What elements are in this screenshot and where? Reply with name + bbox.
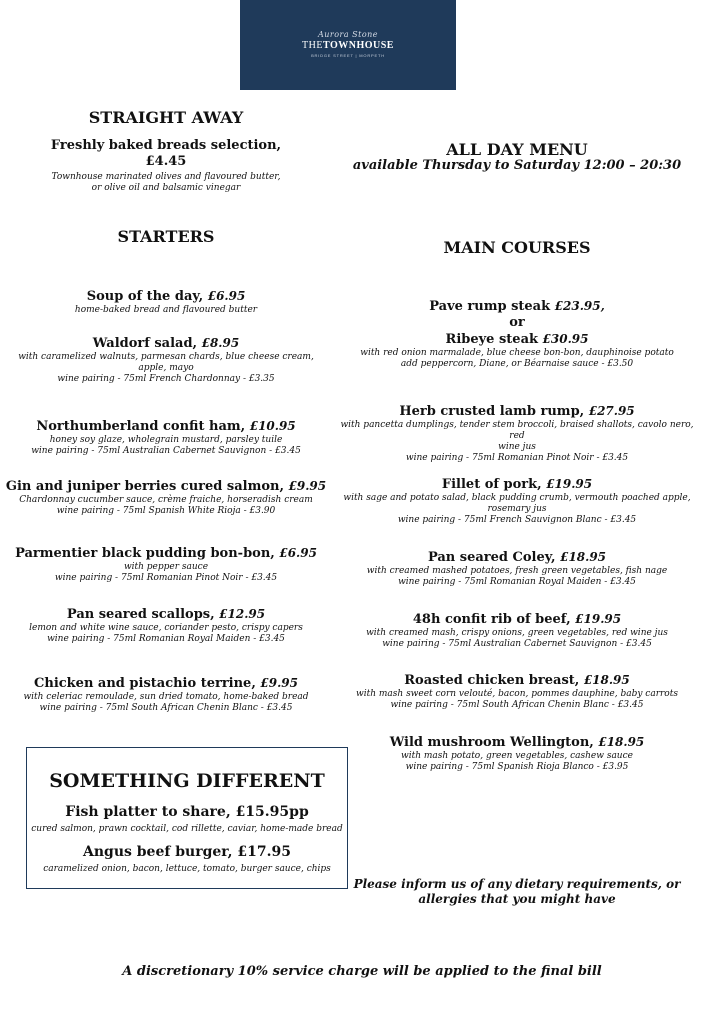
service-charge-note: A discretionary 10% service charge will be applied to the final bill [122, 964, 602, 979]
item-price: £18.95 [598, 735, 645, 749]
item-wine-pairing: wine pairing - 75ml Romanian Royal Maiden - £3.45 [398, 577, 636, 587]
item-wine-pairing: wine pairing - 75ml Australian Cabernet Sauvignon - £3.45 [31, 446, 301, 456]
item-desc: rosemary jus [487, 504, 547, 514]
main-item [332, 476, 702, 526]
item-price: £8.95 [201, 336, 240, 350]
item-price: £30.95 [542, 332, 589, 346]
item-name: Waldorf salad, [92, 336, 202, 351]
item-price: £19.95 [575, 612, 622, 626]
item-price: £9.95 [288, 479, 327, 493]
item-desc: apple, mayo [138, 363, 194, 373]
item-name: Roasted chicken breast, [404, 673, 584, 688]
steak-or: or [509, 315, 525, 330]
bread-item-desc-2: or olive oil and balsamic vinegar [91, 183, 241, 193]
item-desc: with mash potato, green vegetables, cashew sauce [401, 751, 633, 761]
item-name: Gin and juniper berries cured salmon, [5, 479, 289, 494]
fish-platter-title: Fish platter to share, £15.95pp [65, 804, 309, 820]
item-desc: Chardonnay cucumber sauce, crème fraiche, horseradish cream [19, 495, 313, 505]
starter-item [0, 606, 332, 645]
item-name: Pave rump steak [429, 299, 555, 314]
bread-item-title: Freshly baked breads selection, [50, 138, 282, 153]
item-wine-pairing: wine pairing - 75ml Australian Cabernet Sauvignon - £3.45 [382, 639, 652, 649]
starter-item [0, 478, 332, 517]
menu-title: ALL DAY MENU [446, 140, 588, 159]
item-wine-pairing: wine pairing - 75ml French Sauvignon Blanc - £3.45 [397, 515, 637, 525]
item-name: 48h confit rib of beef, [412, 612, 576, 627]
bread-item-price: £4.45 [145, 154, 187, 169]
item-wine-pairing: wine pairing - 75ml Romanian Pinot Noir - £3.45 [54, 573, 278, 583]
something-different-box [26, 747, 348, 889]
something-different-heading: SOMETHING DIFFERENT [49, 770, 325, 792]
item-desc: with creamed mash, crispy onions, green vegetables, red wine jus [366, 628, 668, 638]
item-name: Pan seared scallops, [66, 607, 220, 622]
straight-away-heading: STRAIGHT AWAY [88, 108, 244, 127]
item-desc: with caramelized walnuts, parmesan chards, blue cheese cream, [18, 352, 314, 362]
dietary-note-line: allergies that you might have [418, 892, 616, 906]
starter-item [0, 335, 332, 385]
item-name: Northumberland confit ham, [36, 419, 250, 434]
item-desc: honey soy glaze, wholegrain mustard, parsley tuile [49, 435, 283, 445]
item-name: Pan seared Coley, [427, 550, 561, 565]
logo-script: Aurora Stone [317, 30, 379, 39]
item-wine-pairing: wine pairing - 75ml Romanian Royal Maiden - £3.45 [47, 634, 285, 644]
starter-item [0, 418, 332, 457]
item-wine-pairing: wine pairing - 75ml Romanian Pinot Noir - £3.45 [405, 453, 629, 463]
item-desc: with pepper sauce [123, 562, 209, 572]
starter-item [0, 545, 332, 584]
item-price: £19.95 [546, 477, 593, 491]
burger-desc: caramelized onion, bacon, lettuce, tomato, burger sauce, chips [43, 864, 331, 874]
item-name: Chicken and pistachio terrine, [34, 676, 261, 691]
item-name: Parmentier black pudding bon-bon, [15, 546, 280, 561]
item-price: £9.95 [260, 676, 298, 690]
burger-title: Angus beef burger, £17.95 [83, 844, 291, 860]
item-price: £18.95 [583, 673, 630, 687]
item-desc: home-baked bread and flavoured butter [74, 305, 258, 315]
item-desc: with creamed mashed potatoes, fresh green vegetables, fish nage [366, 566, 668, 576]
item-price: £12.95 [219, 607, 266, 621]
starter-item [0, 675, 332, 714]
item-name: Fillet of pork, [441, 477, 547, 492]
item-name: Herb crusted lamb rump, [399, 404, 589, 419]
item-price: £23.95, [554, 299, 605, 313]
item-price: £6.95 [207, 289, 246, 303]
right-column [332, 0, 702, 1024]
starters-heading: STARTERS [117, 227, 215, 246]
item-desc: wine jus [498, 442, 536, 452]
item-name: Soup of the day, [86, 289, 208, 304]
logo-subtitle: BRIDGE STREET | MORPETH [311, 53, 385, 58]
item-price: £6.95 [279, 546, 317, 560]
bread-item-desc-1: Townhouse marinated olives and flavoured butter, [51, 172, 281, 182]
item-wine-pairing: wine pairing - 75ml South African Chenin Blanc - £3.45 [39, 703, 293, 713]
main-item [332, 403, 702, 464]
item-price: £10.95 [249, 419, 296, 433]
logo-name-a: THE [302, 40, 323, 51]
item-price: £27.95 [588, 404, 635, 418]
item-wine-pairing: wine pairing - 75ml Spanish Rioja Blanco - £3.95 [405, 762, 629, 772]
item-price: £18.95 [560, 550, 607, 564]
main-item [332, 549, 702, 588]
starter-item [0, 288, 332, 316]
item-desc: with red onion marmalade, blue cheese bon-bon, dauphinoise potato [360, 348, 674, 358]
item-desc: add peppercorn, Diane, or Béarnaise sauce - £3.50 [400, 359, 634, 369]
item-desc: with celeriac remoulade, sun dried tomato, home-baked bread [23, 692, 309, 702]
menu-availability: available Thursday to Saturday 12:00 – 20:30 [352, 158, 682, 173]
item-name: Ribeye steak [445, 332, 543, 347]
fish-platter-desc: cured salmon, prawn cocktail, cod rillette, caviar, home-made bread [31, 824, 343, 834]
item-wine-pairing: wine pairing - 75ml South African Chenin Blanc - £3.45 [390, 700, 644, 710]
main-item [332, 611, 702, 650]
item-desc: with pancetta dumplings, tender stem broccoli, braised shallots, cavolo nero, red [340, 420, 694, 441]
item-name: Wild mushroom Wellington, [389, 735, 599, 750]
main-item [332, 672, 702, 711]
item-wine-pairing: wine pairing - 75ml French Chardonnay - £3.35 [57, 374, 275, 384]
item-desc: with sage and potato salad, black pudding crumb, vermouth poached apple, [343, 493, 691, 503]
main-item [332, 734, 702, 773]
item-wine-pairing: wine pairing - 75ml Spanish White Rioja - £3.90 [56, 506, 276, 516]
main-courses-heading: MAIN COURSES [443, 238, 591, 257]
item-desc: lemon and white wine sauce, coriander pesto, crispy capers [29, 623, 303, 633]
item-desc: with mash sweet corn velouté, bacon, pommes dauphine, baby carrots [356, 689, 678, 699]
dietary-note [332, 877, 702, 907]
steak-item [332, 298, 702, 370]
dietary-note-line: Please inform us of any dietary requirements, or [353, 877, 681, 891]
logo-name-b: TOWNHOUSE [322, 40, 394, 51]
